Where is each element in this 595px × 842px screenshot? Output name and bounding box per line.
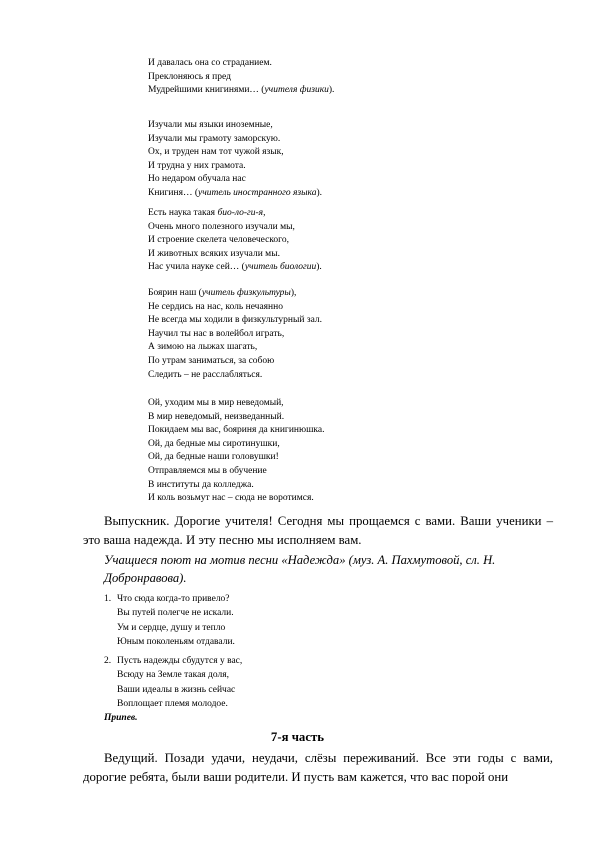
song-line-text: Вы путей полегче не искали. — [117, 608, 234, 619]
verse-line-text: Очень много полезного изучали мы, — [148, 221, 295, 232]
verse-line — [148, 328, 322, 342]
song-line-text: Юным поколеньям отдавали. — [117, 636, 235, 647]
verse-number: 1. — [104, 594, 112, 604]
students-sing-note: Учащиеся поют на мотив песни «Надежда» (муз. А. Пахмутовой, сл. Н. Добронравова). — [104, 553, 496, 585]
song-line — [104, 635, 235, 649]
verse-line-text: Отправляемся мы в обучение — [148, 465, 267, 476]
verse-line — [148, 451, 324, 465]
song-line-text: Ваши идеалы в жизнь сейчас — [117, 684, 236, 695]
verse-line-text: Не сердись на нас, коль нечаянно — [148, 301, 283, 312]
verse-line-after: ), — [290, 288, 297, 298]
graduate-paragraph-container — [83, 512, 553, 550]
verse-line-text: В институты да колледжа. — [148, 479, 254, 490]
song-line — [104, 697, 242, 711]
verse-line — [148, 479, 324, 493]
song-line-text: Ум и сердце, душу и тепло — [117, 622, 226, 633]
verse-line-text: Боярин наш ( — [148, 288, 202, 298]
song-line-text: Пусть надежды сбудутся у вас, — [117, 656, 243, 666]
song-verse — [104, 592, 235, 649]
verse-line-text: Не всегда мы ходили в физкультурный зал. — [148, 315, 323, 326]
verse-line-text: Ой, да бедные мы сиротинушки, — [148, 438, 280, 449]
verse-block — [148, 207, 322, 275]
verse-line-text: Изучали мы грамоту заморскую. — [148, 133, 281, 144]
host-paragraph: Ведущий. Позади удачи, неудачи, слёзы переживаний. Все эти годы с вами, дорогие ребята, были ваши родители. И пусть вам кажется, что вас порой они — [83, 751, 553, 784]
verse-line — [148, 207, 322, 221]
verse-line — [148, 397, 324, 411]
song-verse — [104, 654, 242, 711]
verse-line — [148, 84, 334, 98]
song-line-text: Что сюда когда-то привело? — [117, 594, 230, 604]
verse-line-text: Следить – не расслабляться. — [148, 369, 263, 380]
verse-line — [148, 234, 322, 248]
verse-line-after: ). — [328, 85, 335, 96]
verse-line-text: Изучали мы языки иноземные, — [148, 120, 273, 130]
song-line — [104, 592, 235, 606]
verse-block — [148, 57, 334, 98]
verse-line — [148, 287, 322, 301]
verse-line-text: И давалась она со страданием. — [148, 58, 272, 68]
verse-line — [148, 314, 322, 328]
verse-line — [148, 438, 324, 452]
verse-line-text: И коль возьмут нас – сюда не воротимся. — [148, 493, 314, 504]
song-line-text: Всюду на Земле такая доля, — [117, 670, 229, 681]
verse-block — [148, 287, 322, 382]
verse-line-text: Но недаром обучала нас — [148, 174, 246, 185]
verse-line — [148, 369, 322, 383]
verse-number: 2. — [104, 656, 112, 666]
verse-line-text: Нас учила науке сей… ( — [148, 262, 245, 273]
verse-line-after: ). — [316, 262, 322, 273]
verse-line-text: Покидаем мы вас, бояриня да книгинюшка. — [148, 425, 325, 436]
verse-line — [148, 221, 322, 235]
verse-line-text: Ой, да бедные наши головушки! — [148, 452, 279, 463]
verse-line-italic: учителя физики — [264, 85, 329, 96]
verse-block — [148, 119, 322, 201]
verse-line — [148, 341, 322, 355]
verse-line — [148, 71, 334, 85]
verse-line-italic: учитель иностранного языка — [197, 187, 317, 198]
verse-line — [148, 173, 322, 187]
verse-line-text: И трудна у них грамота. — [148, 160, 246, 171]
verse-line-text: В мир неведомый, неизведанный. — [148, 411, 285, 422]
verse-line-text: Преклоняюсь я пред — [148, 71, 231, 82]
song-line-text: Воплощает племя молодое. — [117, 698, 228, 709]
verse-line-italic: учитель биологии — [244, 262, 317, 273]
verse-line-text: И строение скелета человеческого, — [148, 235, 289, 246]
graduate-paragraph: Выпускник. Дорогие учителя! Сегодня мы прощаемся с вами. Ваши ученики – это ваша надежда. И эту песню мы исполняем вам. — [83, 514, 553, 547]
verse-line-text: По утрам заниматься, за собою — [148, 355, 275, 366]
verse-line-text: Мудрейшими книгинями… ( — [148, 85, 265, 96]
verse-line — [148, 146, 322, 160]
verse-line — [148, 261, 322, 275]
verse-line-text: Книгиня… ( — [148, 187, 198, 198]
chorus-label: Припев. — [104, 713, 138, 723]
verse-line — [148, 119, 322, 133]
verse-line — [148, 301, 322, 315]
verse-line — [148, 133, 322, 147]
verse-line — [148, 57, 334, 71]
verse-line-after: ). — [316, 187, 323, 198]
song-line — [104, 621, 235, 635]
verse-line — [148, 160, 322, 174]
verse-line — [148, 424, 324, 438]
verse-line-text: Ой, уходим мы в мир неведомый, — [148, 398, 284, 408]
verse-line-text: И животных всяких изучали мы. — [148, 248, 280, 259]
song-line — [104, 606, 235, 620]
verse-block — [148, 397, 324, 506]
verse-line — [148, 355, 322, 369]
song-line — [104, 654, 242, 668]
verse-line-italic: учитель физкультуры — [201, 288, 291, 298]
verse-line-text: Есть наука такая — [148, 208, 218, 218]
verse-line-text: Ох, и труден нам тот чужой язык, — [148, 147, 284, 158]
verse-line-text: А зимою на лыжах шагать, — [148, 342, 258, 353]
verse-line — [148, 248, 322, 262]
song-line — [104, 668, 242, 682]
verse-line — [148, 411, 324, 425]
host-paragraph-container — [83, 749, 553, 787]
song-line — [104, 683, 242, 697]
verse-line — [148, 465, 324, 479]
verse-line-after: , — [263, 208, 266, 218]
verse-line — [148, 187, 322, 201]
part-heading: 7-я часть — [270, 730, 325, 744]
verse-line-text: Научил ты нас в волейбол играть, — [148, 328, 285, 339]
verse-line-italic: био-ло-ги-я — [217, 208, 264, 218]
verse-line — [148, 492, 324, 506]
